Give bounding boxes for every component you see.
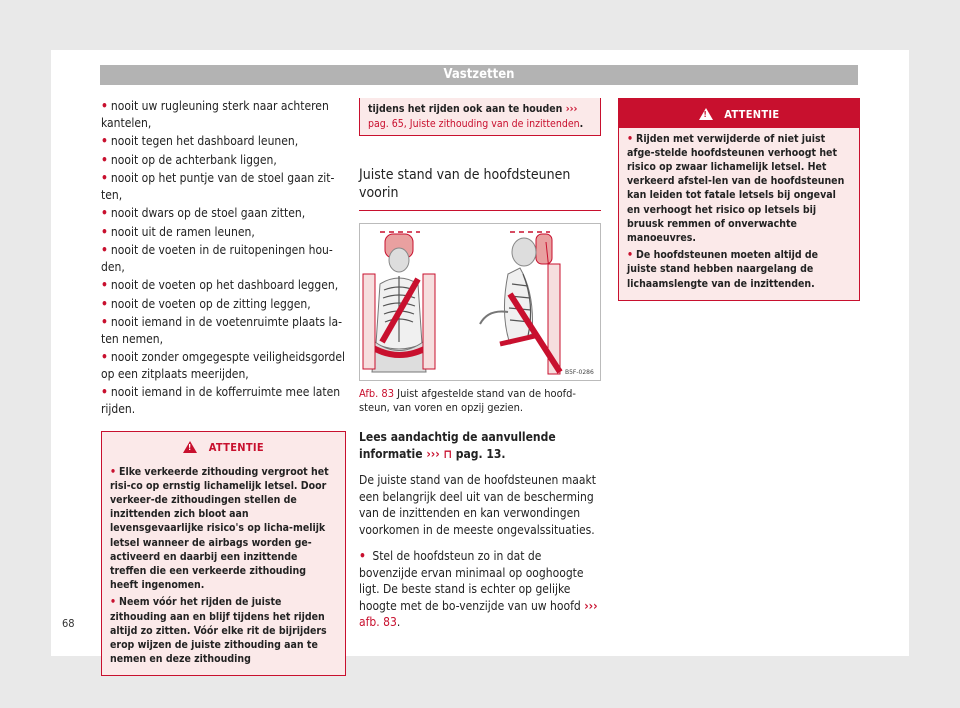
warning-triangle-icon: ! [183, 441, 197, 453]
figure-caption [359, 387, 601, 415]
section-title: Juiste stand van de hoofdsteunen voorin [359, 166, 601, 211]
list-item-text: nooit de voeten op het dashboard leggen, [110, 278, 339, 292]
bullet-dot-icon: • [101, 350, 108, 364]
bullet-dot-icon: • [101, 206, 108, 220]
instruction-bullet [359, 548, 601, 631]
caption-text: Juist afgestelde stand van de hoofd-steun, van voren en opzij gezien. [359, 387, 576, 414]
bullet-dot-icon: • [627, 132, 634, 145]
list-item [101, 296, 346, 313]
cross-ref-arrows-icon: ››› [584, 598, 598, 613]
column-right [618, 98, 860, 301]
warning-item-text: Neem vóór het rijden de juiste zithouding aan en blijf tijdens het rijden altijd zo zitten. Vóór elke rit de bijrijders erop wijzen de juiste zithouding aan te nemen en deze zithouding [110, 596, 327, 666]
list-item [101, 152, 346, 169]
bullet-dot-icon: • [101, 278, 108, 292]
list-item-text: nooit tegen het dashboard leunen, [110, 134, 299, 148]
figure-link[interactable]: afb. 83 [359, 615, 397, 629]
bullet-dot-icon: • [101, 385, 108, 399]
list-item [101, 384, 346, 417]
list-item [101, 205, 346, 222]
bullet-dot-icon: • [101, 171, 108, 185]
intro-text: Lees aandachtig de aanvullende informatie [359, 430, 556, 461]
headrest-figure [359, 223, 601, 381]
bullet-dot-icon: • [110, 596, 117, 609]
list-item-text: nooit de voeten op de zitting leggen, [110, 296, 311, 311]
list-item-text: nooit de voeten in de ruitopeningen hou-den, [101, 243, 333, 274]
cross-ref-link[interactable]: pag. 65, Juiste zithouding van de inzittenden [368, 117, 580, 130]
cross-ref-arrows-icon: ››› [426, 446, 440, 461]
bullet-dot-icon: • [101, 134, 108, 148]
list-item-text: nooit iemand in de kofferruimte mee laten rijden. [101, 385, 341, 416]
book-icon: ⊓ [443, 446, 453, 461]
headrest-illustration [360, 224, 600, 380]
bullet-dot-icon: • [359, 549, 366, 563]
bullet-dot-icon: • [101, 152, 108, 167]
period: . [501, 446, 506, 461]
list-item [101, 277, 346, 294]
warning-item-text: De hoofdsteunen moeten altijd de juiste stand hebben naargelang de lichaamslengte van de inzittenden. [627, 249, 819, 290]
warning-item [627, 248, 851, 291]
continued-text: tijdens het rijden ook aan te houden [368, 103, 563, 115]
intro-page-ref[interactable]: pag. 13 [455, 446, 502, 461]
warning-item [110, 465, 337, 593]
bullet-dot-icon: • [101, 296, 108, 311]
warning-item [627, 132, 851, 246]
warning-item [110, 595, 337, 666]
bullet-dot-icon: • [101, 224, 108, 239]
list-item-text: nooit uit de ramen leunen, [110, 224, 255, 239]
list-item [101, 98, 346, 131]
warning-triangle-icon: ! [699, 108, 713, 120]
warning-item-text: Rijden met verwijderde of niet juist afge-stelde hoofdsteunen verhoogt het risico op zwaar lichamelijk letsel. Het verkeerd afstel-len van de hoofdsteunen kan leiden tot fatale letsels bij ongeval en verhoogt het risico op letsels bij bruusk remmen of onverwachte manoeuvres. [627, 132, 845, 244]
list-item [101, 314, 346, 347]
bullet-dot-icon: • [101, 243, 108, 257]
continued-warning [359, 98, 601, 136]
caption-label: Afb. 83 [359, 387, 395, 400]
paragraph: De juiste stand van de hoofdsteunen maakt een belangrijk deel uit van de bescherming van de inzittenden en kan verwondingen voorkomen in de meeste ongevalssituaties. [359, 473, 596, 537]
list-item-text: nooit iemand in de voetenruimte plaats la-ten nemen, [101, 315, 343, 346]
list-item [101, 242, 346, 275]
bullet-dot-icon: • [101, 99, 108, 113]
list-item [101, 133, 346, 150]
list-item [101, 170, 346, 203]
column-left [101, 98, 346, 676]
list-item-text: nooit dwars op de stoel gaan zitten, [110, 206, 306, 220]
warning-title: ATTENTIE [208, 441, 264, 454]
period: . [579, 117, 584, 130]
warning-body [619, 128, 859, 300]
list-item-text: nooit op de achterbank liggen, [110, 152, 277, 167]
warning-item-text: Elke verkeerde zithouding vergroot het risi-co op ernstig lichamelijk letsel. Door verkeer-de zithoudingen stellen de inzittenden zich bloot aan levensgevaarlijke risico's op licha-melijk letsel wanneer de airbags worden ge-activeerd en daarbij een inzittende treffen die een verkeerde zithouding heeft ingenomen. [110, 465, 329, 592]
period: . [396, 615, 401, 629]
bullet-dot-icon: • [110, 465, 117, 478]
list-item-text: nooit op het puntje van de stoel gaan zit-ten, [101, 171, 335, 202]
instruction-text: Stel de hoofdsteun zo in dat de bovenzijde ervan minimaal op ooghoogte ligt. De beste stand is echter op gelijke hoogte met de bo-venzijde van uw hoofd [359, 549, 584, 613]
warning-body [102, 461, 345, 676]
list-item [101, 224, 346, 241]
bullet-list [101, 98, 346, 417]
figure-code: B5F-0286 [565, 369, 594, 376]
list-item-text: nooit zonder omgegespte veiligheidsgordel op een zitplaats meerijden, [101, 350, 346, 381]
warning-title: ATTENTIE [724, 108, 780, 121]
warning-header [619, 99, 859, 128]
page-header: Vastzetten [100, 65, 858, 85]
headrest-side-icon [536, 234, 552, 264]
warning-box [101, 431, 346, 676]
list-item [101, 349, 346, 382]
column-middle [359, 98, 601, 631]
bullet-dot-icon: • [101, 315, 108, 329]
page-number: 68 [62, 617, 75, 630]
warning-header [102, 432, 345, 461]
warning-box [618, 98, 860, 301]
bullet-dot-icon: • [627, 249, 634, 262]
cross-ref-arrows-icon: ››› [565, 103, 578, 115]
intro-line [359, 429, 601, 462]
list-item-text: nooit uw rugleuning sterk naar achteren kantelen, [101, 99, 329, 130]
